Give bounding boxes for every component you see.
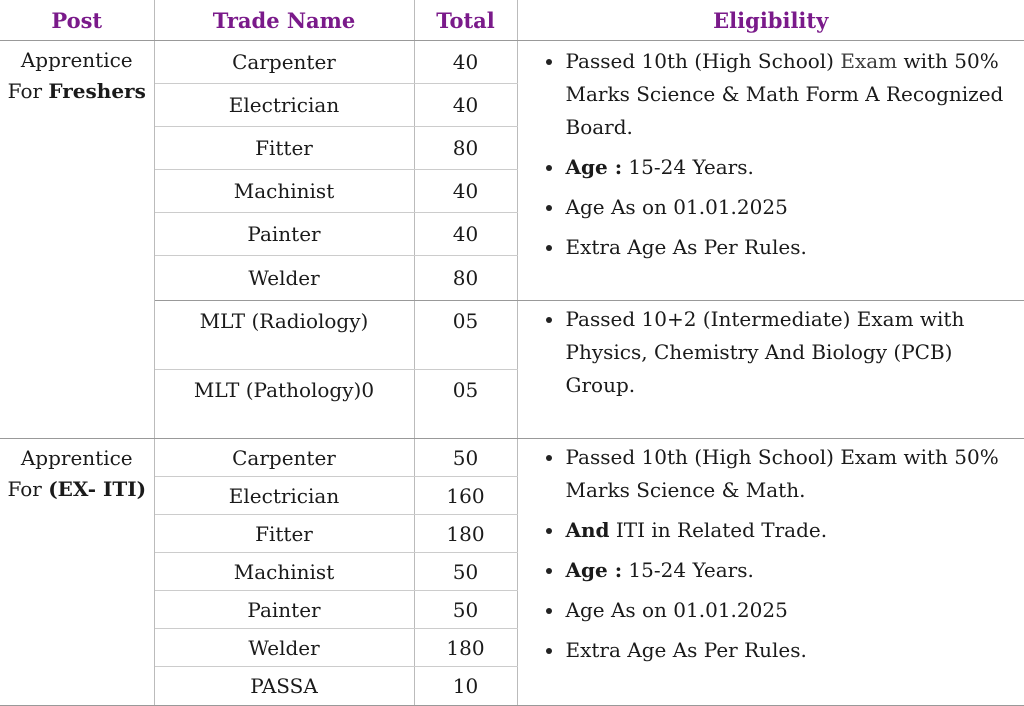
total-cell: 40 [414, 170, 517, 213]
total-cell: 180 [414, 515, 517, 553]
eligibility-item [566, 441, 1024, 507]
post-freshers [0, 41, 154, 439]
age-as-on: Age As on 01.01.2025 [566, 598, 788, 622]
eligibility-item [566, 231, 1024, 264]
trade-name-cell: Welder [154, 256, 414, 301]
total-cell: 50 [414, 591, 517, 629]
table-row [0, 301, 1024, 370]
eligibility-item [566, 514, 1024, 547]
post-category: (EX- ITI) [48, 477, 146, 501]
header-trade-name: Trade Name [154, 0, 414, 41]
eligibility-text: with 50% Marks Science & Math Form A Recognized Board. [566, 49, 1004, 139]
eligibility-item [566, 303, 1024, 402]
trade-name-cell: Machinist [154, 553, 414, 591]
trade-name-cell: Electrician [154, 477, 414, 515]
post-label-line1: Apprentice [0, 45, 154, 76]
eligibility-ex-iti [517, 439, 1024, 706]
eligibility-item [566, 151, 1024, 184]
trade-name-cell: Carpenter [154, 41, 414, 84]
eligibility-text: Passed 10+2 (Intermediate) Exam with Physics, Chemistry And Biology (PCB) Group. [566, 307, 965, 397]
total-cell: 40 [414, 41, 517, 84]
total-cell: 10 [414, 667, 517, 706]
post-label-line2 [0, 76, 154, 107]
post-prefix: For [8, 79, 49, 103]
eligibility-text: Passed 10th (High School) Exam with 50% Marks Science & Math. [566, 445, 999, 502]
table-row [0, 41, 1024, 84]
post-category: Freshers [48, 79, 145, 103]
total-cell: 50 [414, 439, 517, 477]
and-label: And [566, 518, 610, 542]
total-cell: 05 [414, 370, 517, 439]
total-cell: 05 [414, 301, 517, 370]
trade-name-cell: Welder [154, 629, 414, 667]
trade-name-cell: Painter [154, 213, 414, 256]
post-prefix: For [7, 477, 48, 501]
total-cell: 180 [414, 629, 517, 667]
eligibility-item [566, 45, 1024, 144]
extra-age: Extra Age As Per Rules. [566, 235, 807, 259]
age-label: Age : [566, 155, 623, 179]
table-row [0, 439, 1024, 477]
total-cell: 160 [414, 477, 517, 515]
age-value: 15-24 Years. [622, 155, 754, 179]
eligibility-item [566, 191, 1024, 224]
age-value: 15-24 Years. [622, 558, 754, 582]
and-value: ITI in Related Trade. [610, 518, 828, 542]
eligibility-freshers [517, 41, 1024, 301]
header-total: Total [414, 0, 517, 41]
eligibility-text: Exam [840, 49, 897, 73]
trade-name-cell: MLT (Pathology)0 [154, 370, 414, 439]
age-label: Age : [566, 558, 623, 582]
trade-name-cell: Machinist [154, 170, 414, 213]
eligibility-item [566, 554, 1024, 587]
header-eligibility: Eligibility [517, 0, 1024, 41]
extra-age: Extra Age As Per Rules. [566, 638, 807, 662]
age-as-on: Age As on 01.01.2025 [566, 195, 788, 219]
total-cell: 50 [414, 553, 517, 591]
eligibility-item [566, 634, 1024, 667]
trade-name-cell: Carpenter [154, 439, 414, 477]
total-cell: 80 [414, 256, 517, 301]
trade-name-cell: Electrician [154, 84, 414, 127]
trade-name-cell: Fitter [154, 127, 414, 170]
trade-name-cell: Fitter [154, 515, 414, 553]
total-cell: 40 [414, 213, 517, 256]
eligibility-mlt [517, 301, 1024, 439]
header-row [0, 0, 1024, 41]
post-label-line1: Apprentice [0, 443, 154, 474]
trade-name-cell: MLT (Radiology) [154, 301, 414, 370]
post-ex-iti [0, 439, 154, 706]
post-label-line2 [0, 474, 154, 505]
total-cell: 40 [414, 84, 517, 127]
trade-name-cell: Painter [154, 591, 414, 629]
header-post: Post [0, 0, 154, 41]
eligibility-text: Passed 10th (High School) [566, 49, 841, 73]
eligibility-item [566, 594, 1024, 627]
trade-name-cell: PASSA [154, 667, 414, 706]
total-cell: 80 [414, 127, 517, 170]
